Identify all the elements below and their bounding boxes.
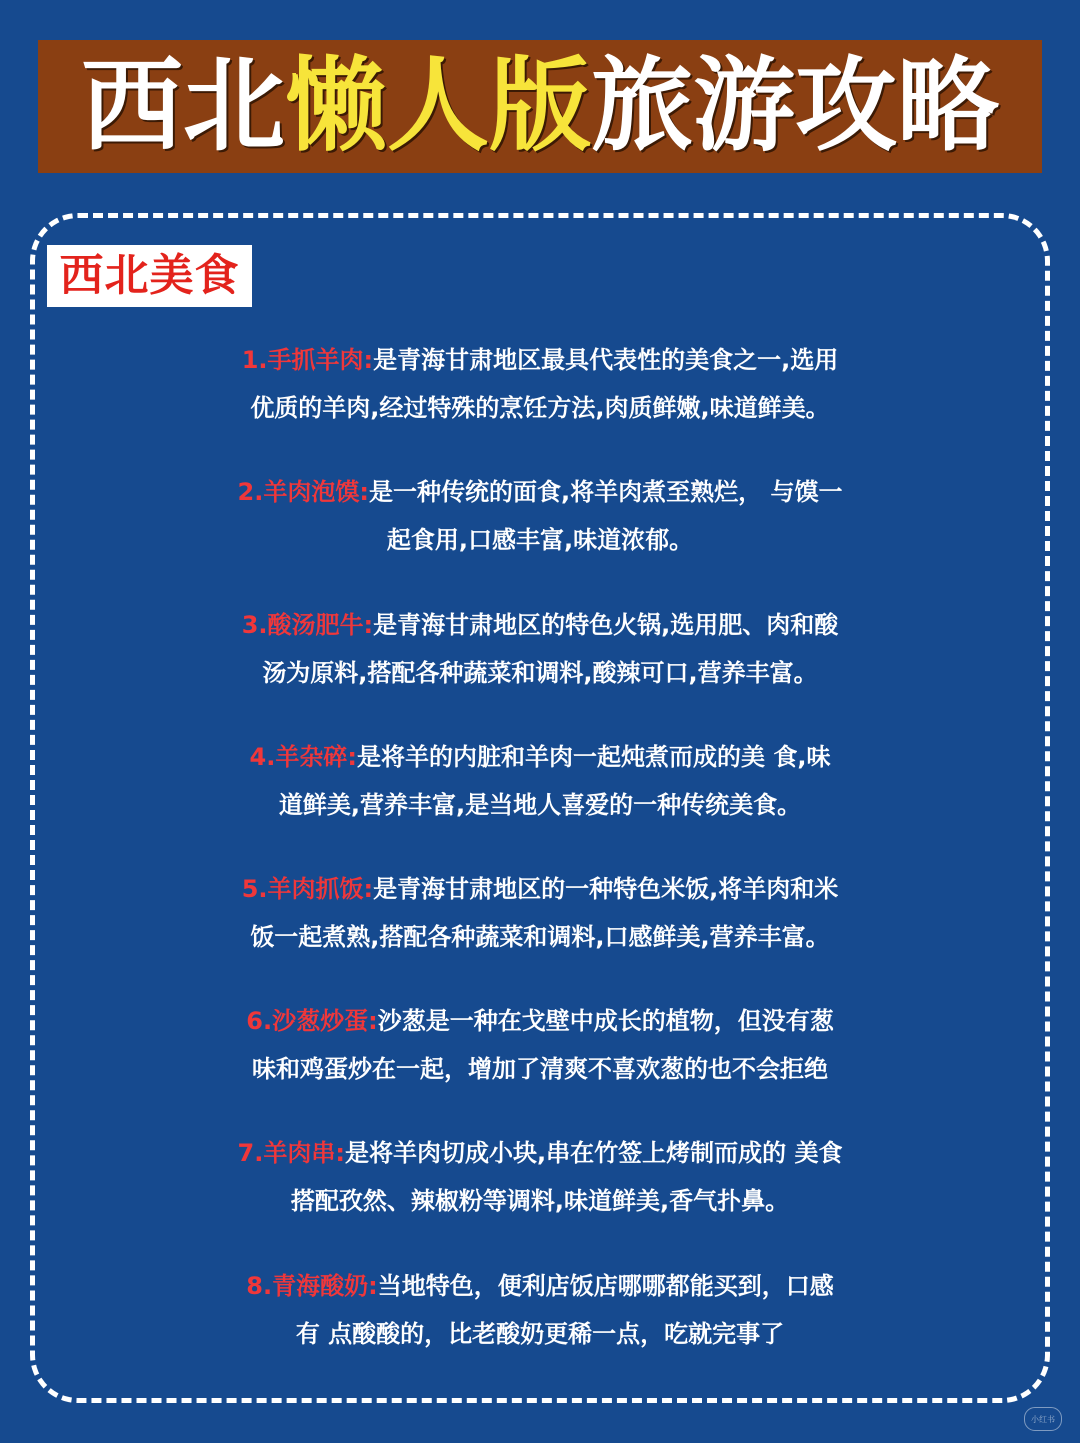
food-item-name: 7.羊肉串: — [237, 1139, 345, 1167]
food-item-name: 6.沙葱炒蛋: — [246, 1007, 378, 1035]
food-item-line — [50, 1262, 1030, 1310]
food-item-line — [50, 468, 1030, 516]
food-item-text: 是青海甘肃地区最具代表性的美食之一,选用 — [373, 346, 839, 374]
title-banner — [38, 40, 1042, 173]
food-item-text: 当地特色，便利店饭店哪哪都能买到，口感 — [377, 1272, 834, 1300]
food-item-line: 搭配孜然、辣椒粉等调料,味道鲜美,香气扑鼻。 — [290, 1187, 790, 1215]
food-item-3 — [50, 601, 1030, 697]
food-item-text: 是青海甘肃地区的特色火锅,选用肥、肉和酸 — [373, 611, 839, 639]
food-item-line — [50, 1129, 1030, 1177]
food-item-name: 3.酸汤肥牛: — [241, 611, 374, 639]
food-item-5 — [50, 865, 1030, 961]
food-item-text: 是一种传统的面食,将羊肉煮至熟烂， 与馍一 — [368, 478, 843, 506]
food-item-line: 道鲜美,营养丰富,是当地人喜爱的一种传统美食。 — [278, 791, 802, 819]
food-item-name: 8.青海酸奶: — [246, 1272, 378, 1300]
title-part-3: 旅游攻略 — [591, 46, 999, 166]
food-item-line — [50, 336, 1030, 384]
food-item-text: 是将羊的内脏和羊肉一起炖煮而成的美 食,味 — [356, 743, 831, 771]
food-item-line: 起食用,口感丰富,味道浓郁。 — [386, 526, 694, 554]
food-item-line — [50, 601, 1030, 649]
food-item-line — [50, 997, 1030, 1045]
food-item-line: 饭一起煮熟,搭配各种蔬菜和调料,口感鲜美,营养丰富。 — [250, 923, 830, 951]
food-item-1 — [50, 336, 1030, 432]
food-item-name: 1.手抓羊肉: — [241, 346, 374, 374]
food-item-line: 有 点酸酸的，比老酸奶更稀一点，吃就完事了 — [295, 1320, 785, 1348]
food-item-text: 是将羊肉切成小块,串在竹签上烤制而成的 美食 — [344, 1139, 843, 1167]
food-item-line: 味和鸡蛋炒在一起，增加了清爽不喜欢葱的也不会拒绝 — [252, 1055, 828, 1083]
food-item-text: 沙葱是一种在戈壁中成长的植物，但没有葱 — [377, 1007, 834, 1035]
food-item-name: 5.羊肉抓饭: — [241, 875, 374, 903]
food-item-name: 4.羊杂碎: — [249, 743, 357, 771]
title-part-1: 西北 — [81, 46, 285, 166]
food-item-8 — [50, 1262, 1030, 1358]
watermark-logo: 小红书 — [1024, 1407, 1062, 1431]
food-item-line — [50, 865, 1030, 913]
food-item-2 — [50, 468, 1030, 564]
food-item-name: 2.羊肉泡馍: — [237, 478, 369, 506]
food-item-line: 优质的羊肉,经过特殊的烹饪方法,肉质鲜嫩,味道鲜美。 — [250, 394, 830, 422]
food-item-7 — [50, 1129, 1030, 1225]
page-title — [81, 46, 999, 166]
food-item-6 — [50, 997, 1030, 1093]
food-item-text: 是青海甘肃地区的一种特色米饭,将羊肉和米 — [373, 875, 839, 903]
food-item-line: 汤为原料,搭配各种蔬菜和调料,酸辣可口,营养丰富。 — [262, 659, 818, 687]
title-part-2-highlight: 懒人版 — [285, 46, 591, 166]
section-label: 西北美食 — [47, 245, 252, 307]
food-item-4 — [50, 733, 1030, 829]
food-item-line — [50, 733, 1030, 781]
